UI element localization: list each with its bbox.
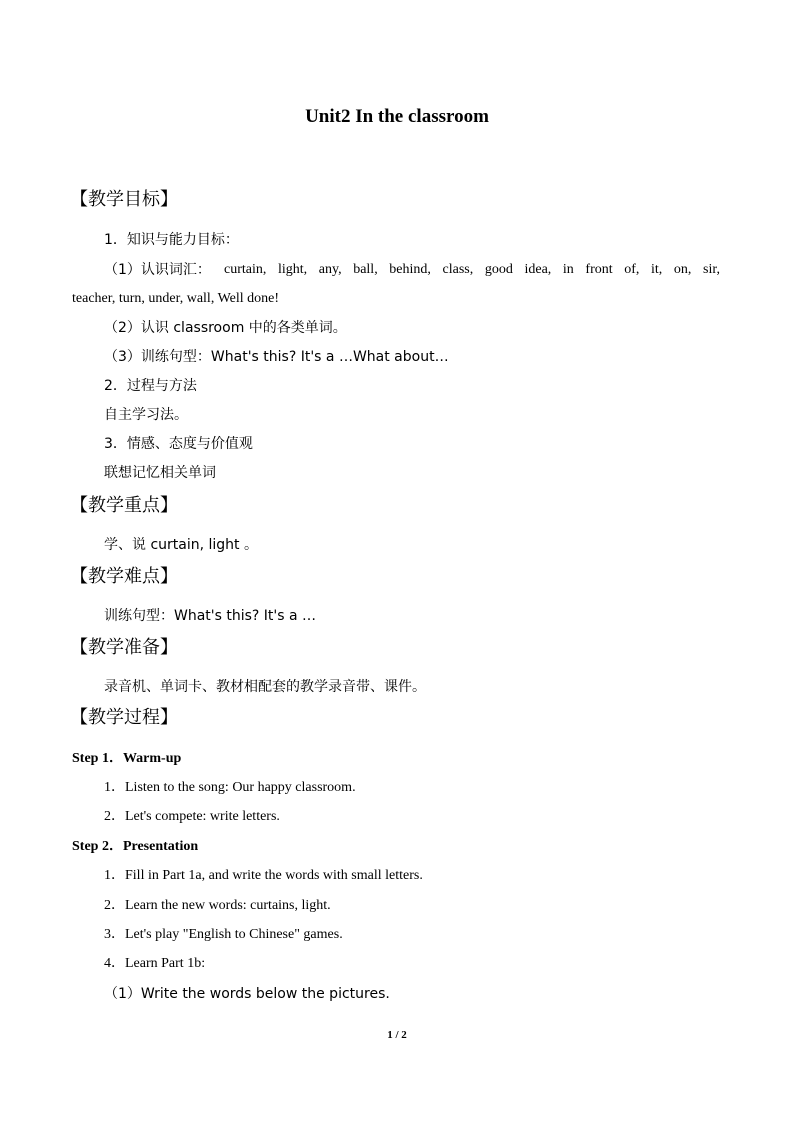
section-heading-process: 【教学过程】	[70, 707, 178, 728]
section-heading-key-points: 【教学重点】	[70, 495, 178, 516]
key-points-text: 学、说 curtain, light 。	[104, 537, 258, 553]
objective-item-1-2: （2）认识 classroom 中的各类单词。	[104, 320, 347, 336]
document-title: Unit2 In the classroom	[305, 106, 489, 127]
vocab-line-1: curtain, light, any, ball, behind, class, good idea, in front of, it, on, sir,	[224, 262, 720, 277]
objective-item-2: 2．过程与方法	[104, 378, 197, 394]
objective-item-2-text: 自主学习法。	[104, 407, 188, 423]
step-2-item-3: 3．Let's play "English to Chinese" games.	[104, 927, 343, 942]
step-2-item-2: 2．Learn the new words: curtains, light.	[104, 898, 331, 913]
objective-item-1-3: （3）训练句型：What's this? It's a …What about…	[104, 349, 449, 365]
page-number: 1 / 2	[387, 1029, 407, 1041]
vocab-prefix: （1）认识词汇：	[104, 262, 211, 278]
vocab-line-2: teacher, turn, under, wall, Well done!	[72, 291, 280, 306]
step-2-item-4: 4．Learn Part 1b:	[104, 956, 206, 971]
objective-item-3: 3．情感、态度与价值观	[104, 436, 253, 452]
step-1-item-2: 2．Let's compete: write letters.	[104, 809, 280, 824]
step-2-item-1: 1．Fill in Part 1a, and write the words with small letters.	[104, 868, 423, 883]
objective-item-1: 1．知识与能力目标：	[104, 232, 239, 248]
step-2-item-5: （1）Write the words below the pictures.	[104, 986, 390, 1002]
section-heading-preparation: 【教学准备】	[70, 637, 178, 658]
step-1-item-1: 1．Listen to the song: Our happy classroom.	[104, 780, 356, 795]
step-1-title: Step 1．Warm-up	[72, 751, 182, 766]
step-2-title: Step 2．Presentation	[72, 839, 199, 854]
objective-item-3-text: 联想记忆相关单词	[104, 465, 216, 481]
section-heading-objectives: 【教学目标】	[70, 189, 178, 210]
difficulties-text: 训练句型：What's this? It's a …	[104, 608, 317, 624]
section-heading-difficulties: 【教学难点】	[70, 566, 178, 587]
preparation-text: 录音机、单词卡、教材相配套的教学录音带、课件。	[104, 679, 426, 695]
